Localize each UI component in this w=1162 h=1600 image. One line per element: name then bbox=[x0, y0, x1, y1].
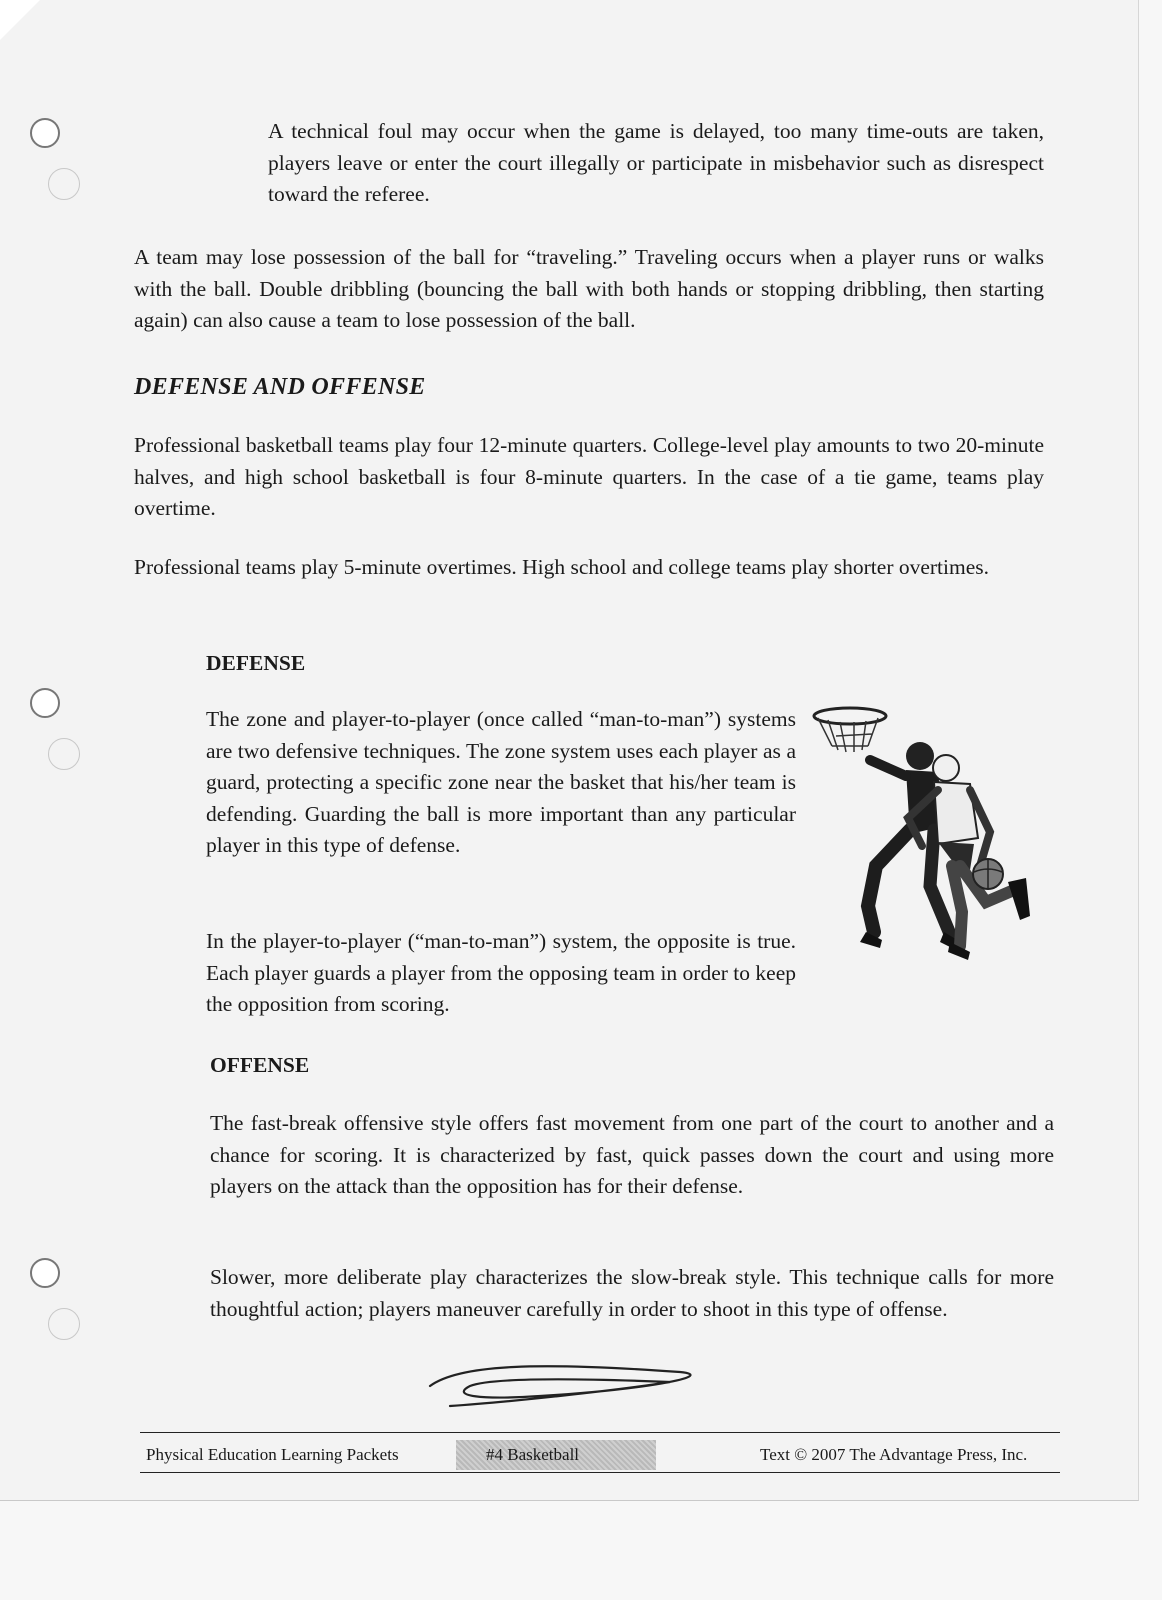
traveling-paragraph: A team may lose possession of the ball for “traveling.” Traveling occurs when a player runs or walks with the ball. Double dribbling (bouncing the ball with both hands or stopping dribbling, then starting again) can also cause a team to lose possession of the ball. bbox=[134, 245, 1044, 332]
binder-hole-shadow-bottom bbox=[48, 1308, 80, 1340]
footer-top-rule bbox=[140, 1432, 1060, 1433]
footer-packet-label: #4 Basketball bbox=[456, 1440, 656, 1470]
binder-hole-middle bbox=[30, 688, 60, 718]
overtimes-paragraph: Professional teams play 5-minute overtimes. High school and college teams play shorter overtimes. bbox=[134, 555, 990, 579]
section-heading: DEFENSE AND OFFENSE bbox=[134, 374, 426, 400]
zone-defense-paragraph: The zone and player-to-player (once called “man-to-man”) systems are two defensive techniques. The zone system uses each player as a guard, protecting a specific zone near the basket that his/her team is defending. Guarding the ball is more important than any particular player in this type of defense. bbox=[206, 707, 796, 857]
binder-hole-bottom bbox=[30, 1258, 60, 1288]
offense-heading: OFFENSE bbox=[210, 1053, 310, 1077]
footer-series-title: Physical Education Learning Packets bbox=[146, 1445, 399, 1464]
binder-hole-shadow-top bbox=[48, 168, 80, 200]
player-to-player-paragraph: In the player-to-player (“man-to-man”) system, the opposite is true. Each player guards a player from the opposing team in order to keep the opposition from scoring. bbox=[206, 929, 796, 1016]
defense-heading: DEFENSE bbox=[206, 651, 306, 675]
binder-hole-shadow-middle bbox=[48, 738, 80, 770]
footer-copyright: Text © 2007 The Advantage Press, Inc. bbox=[760, 1445, 1028, 1464]
technical-foul-paragraph: A technical foul may occur when the game is delayed, too many time-outs are taken, players leave or enter the court illegally or participate in misbehavior such as disrespect toward the referee. bbox=[268, 119, 1044, 206]
basketball-players-icon bbox=[810, 706, 1060, 986]
signature-scribble-icon bbox=[420, 1356, 720, 1416]
slow-break-paragraph: Slower, more deliberate play characterizes the slow-break style. This technique calls for more thoughtful action; players maneuver carefully in order to shoot in this type of offense. bbox=[210, 1265, 1054, 1321]
folded-corner bbox=[0, 0, 40, 40]
quarters-paragraph: Professional basketball teams play four 12-minute quarters. College-level play amounts to two 20-minute halves, and high school basketball is four 8-minute quarters. In the case of a tie game, teams play overtime. bbox=[134, 433, 1044, 520]
footer-bottom-rule bbox=[140, 1472, 1060, 1473]
fast-break-paragraph: The fast-break offensive style offers fast movement from one part of the court to another and a chance for scoring. It is characterized by fast, quick passes down the court and using more players on the attack than the opposition has for their defense. bbox=[210, 1111, 1054, 1198]
binder-hole-top bbox=[30, 118, 60, 148]
